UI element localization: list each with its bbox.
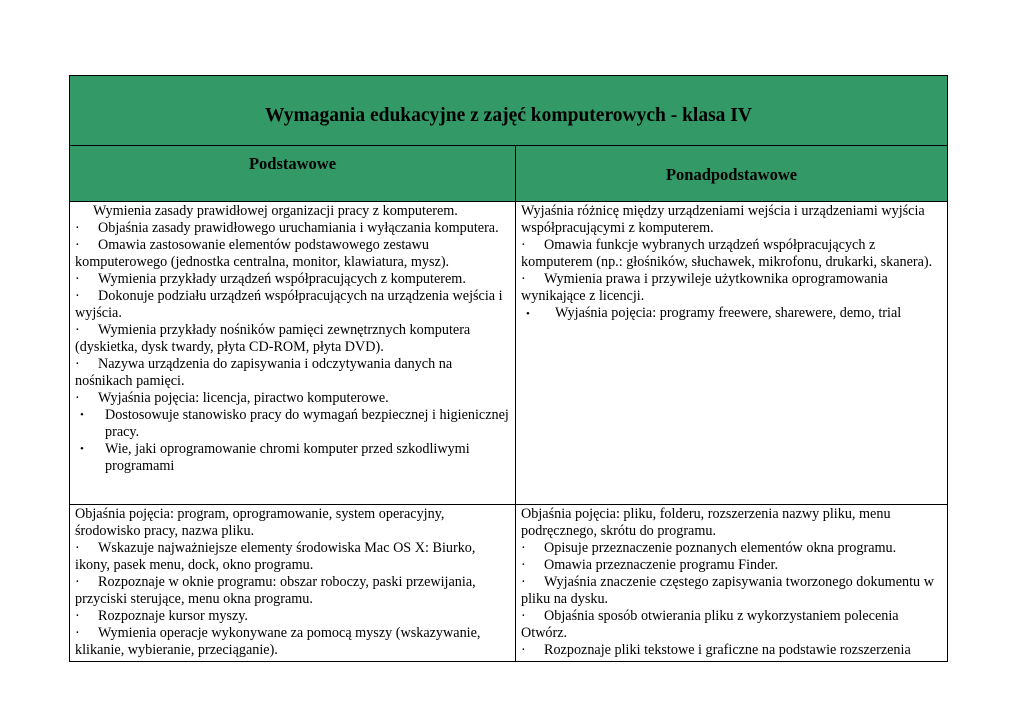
list-item — [75, 574, 511, 608]
list-item — [75, 220, 511, 237]
list-item — [75, 540, 511, 574]
list-item-text: Opisuje przeznaczenie poznanych elementów okna programu. — [544, 540, 897, 556]
row1-advanced-cell — [516, 202, 948, 505]
dot-bullet: · — [75, 625, 80, 641]
header-basic-cell — [70, 146, 516, 202]
row1-basic-intro: Wymienia zasady prawidłowej organizacji pracy z komputerem. — [93, 203, 458, 219]
list-item — [75, 356, 511, 390]
title-row — [70, 76, 948, 146]
dot-bullet: · — [521, 237, 526, 253]
row2-basic-intro: Objaśnia pojęcia: program, oprogramowanie, system operacyjny, środowisko pracy, nazwa pliku. — [75, 506, 445, 539]
dot-bullet: · — [75, 608, 80, 624]
title-cell — [70, 76, 948, 146]
row2-advanced-intro: Objaśnia pojęcia: pliku, folderu, rozszerzenia nazwy pliku, menu podręcznego, skrótu do programu. — [521, 506, 891, 539]
row2-basic-cell — [70, 505, 516, 662]
list-item-text: Wymienia przykłady urządzeń współpracujących z komputerem. — [98, 271, 466, 287]
list-item-text: Wyjaśnia pojęcia: programy freewere, sharewere, demo, trial — [555, 305, 902, 321]
list-item-text: Omawia przeznaczenie programu Finder. — [544, 557, 778, 573]
list-item — [75, 608, 511, 625]
list-item — [521, 608, 943, 642]
dot-bullet: · — [75, 540, 80, 556]
row2-advanced-cell — [516, 505, 948, 662]
list-item-text: Rozpoznaje w oknie programu: obszar roboczy, paski przewijania, przyciski sterujące, menu okna programu. — [75, 574, 476, 607]
dot-bullet: · — [521, 642, 526, 658]
list-item — [75, 625, 511, 659]
dot-bullet: · — [521, 540, 526, 556]
list-item-text: Wyjaśnia pojęcia: licencja, piractwo komputerowe. — [98, 390, 389, 406]
list-item — [75, 288, 511, 322]
dot-bullet: · — [75, 356, 80, 372]
list-item — [75, 237, 511, 271]
dot-bullet: · — [521, 271, 526, 287]
list-item — [75, 322, 511, 356]
list-item-text: Rozpoznaje pliki tekstowe i graficzne na podstawie rozszerzenia — [544, 642, 911, 658]
list-item — [75, 407, 511, 441]
dot-bullet: · — [521, 574, 526, 590]
document-title: Wymagania edukacyjne z zajęć komputerowych - klasa IV — [265, 104, 752, 126]
list-item — [521, 540, 943, 557]
header-advanced: Ponadpodstawowe — [665, 165, 798, 184]
round-bullet: • — [526, 308, 530, 320]
round-bullet: • — [80, 409, 84, 421]
dot-bullet: · — [75, 288, 80, 304]
dot-bullet: · — [75, 390, 80, 406]
list-item-text: Wie, jaki oprogramowanie chromi komputer przed szkodliwymi programami — [105, 441, 470, 474]
list-item — [75, 441, 511, 475]
list-item-text: Wymienia operacje wykonywane za pomocą myszy (wskazywanie, klikanie, wybieranie, przeciąganie). — [75, 625, 481, 658]
list-item-text: Wskazuje najważniejsze elementy środowiska Mac OS X: Biurko, ikony, pasek menu, dock, okno programu. — [75, 540, 476, 573]
list-item-text: Objaśnia zasady prawidłowego uruchamiania i wyłączania komputera. — [98, 220, 499, 236]
list-item-text: Omawia zastosowanie elementów podstawowego zestawu komputerowego (jednostka centralna, monitor, klawiatura, mysz). — [75, 237, 450, 270]
list-item — [521, 557, 943, 574]
list-item-text: Nazywa urządzenia do zapisywania i odczytywania danych na nośnikach pamięci. — [75, 356, 453, 389]
dot-bullet: · — [75, 574, 80, 590]
dot-bullet: · — [75, 322, 80, 338]
list-item-text: Wymienia prawa i przywileje użytkownika oprogramowania wynikające z licencji. — [521, 271, 888, 304]
list-item-text: Wyjaśnia znaczenie częstego zapisywania tworzonego dokumentu w pliku na dysku. — [521, 574, 934, 607]
list-item-text: Dostosowuje stanowisko pracy do wymagań bezpiecznej i higienicznej pracy. — [105, 407, 509, 440]
list-item — [75, 390, 511, 407]
header-advanced-cell — [516, 146, 948, 202]
list-item — [521, 271, 943, 305]
row1-advanced-intro: Wyjaśnia różnicę między urządzeniami wejścia i urządzeniami wyjścia współpracującymi z komputerem. — [521, 203, 925, 236]
requirements-table — [69, 75, 948, 662]
dot-bullet: · — [75, 220, 80, 236]
list-item — [521, 574, 943, 608]
content-row-2 — [70, 505, 948, 662]
list-item — [521, 642, 943, 659]
dot-bullet: · — [521, 557, 526, 573]
list-item-text: Objaśnia sposób otwierania pliku z wykorzystaniem polecenia Otwórz. — [521, 608, 899, 641]
dot-bullet: · — [75, 237, 80, 253]
list-item — [75, 271, 511, 288]
header-basic: Podstawowe — [248, 154, 337, 173]
list-item — [521, 305, 943, 323]
list-item-text: Wymienia przykłady nośników pamięci zewnętrznych komputera (dyskietka, dysk twardy, płyta CD-ROM, płyta DVD). — [75, 322, 471, 355]
round-bullet: • — [80, 443, 84, 455]
row1-basic-cell — [70, 202, 516, 505]
list-item-text: Dokonuje podziału urządzeń współpracujących na urządzenia wejścia i wyjścia. — [75, 288, 503, 321]
list-item — [521, 237, 943, 271]
list-item-text: Rozpoznaje kursor myszy. — [98, 608, 248, 624]
dot-bullet: · — [75, 271, 80, 287]
content-row-1 — [70, 202, 948, 505]
header-row — [70, 146, 948, 202]
dot-bullet: · — [521, 608, 526, 624]
list-item-text: Omawia funkcje wybranych urządzeń współpracujących z komputerem (np.: głośników, słuchawek, mikrofonu, drukarki, skanera). — [521, 237, 933, 270]
